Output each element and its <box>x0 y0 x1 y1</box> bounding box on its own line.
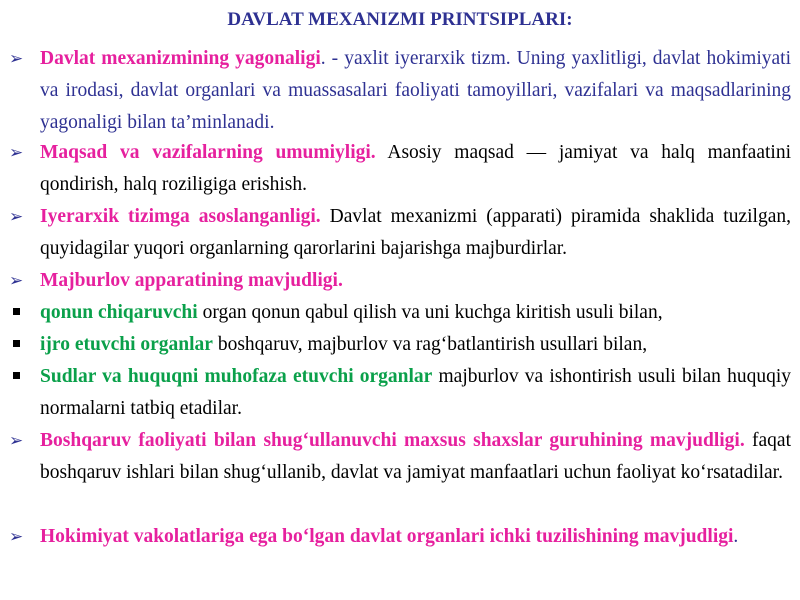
sub-item-text: majburlov va ishontirish usuli bilan huquqiy normalarni tatbiq etadilar. <box>40 366 792 419</box>
page-title: DAVLAT MEXANIZMI PRINTSIPLARI: <box>227 9 573 30</box>
principle-item-3 <box>9 201 791 265</box>
principle-item-4 <box>9 265 791 297</box>
principle-item-1 <box>9 43 791 139</box>
arrow-bullet-icon: ➢ <box>9 431 24 450</box>
sub-item-3 <box>40 361 791 425</box>
principle-item-6 <box>9 521 791 553</box>
principle-heading: Iyerarxik tizimga asoslanganligi. <box>40 206 321 227</box>
square-bullet-icon <box>13 340 20 347</box>
principle-item-2 <box>9 137 791 201</box>
principle-heading: Maqsad va vazifalarning umumiyligi. <box>40 142 376 163</box>
arrow-bullet-icon: ➢ <box>9 271 24 290</box>
principle-heading: Davlat mexanizmining yagonaligi <box>40 48 321 69</box>
arrow-bullet-icon: ➢ <box>9 143 24 162</box>
principle-item-5 <box>9 425 791 489</box>
principle-heading: Hokimiyat vakolatlariga ega bo‘lgan davlat organlari ichki tuzilishining mavjudligi <box>40 526 734 547</box>
principle-heading: Majburlov apparatining mavjudligi. <box>40 270 343 291</box>
principle-text: faqat boshqaruv ishlari bilan shug‘ullanib, davlat va jamiyat manfaatlari uchun faoliyat ko‘rsatadilar. <box>40 430 791 483</box>
principle-text: Davlat mexanizmi (apparati) piramida shaklida tuzilgan, quyidagilar yuqori organlarning qarorlarini bajarishga majburdirlar. <box>40 206 791 259</box>
sub-item-heading: qonun chiqaruvchi <box>40 302 198 323</box>
sub-item-heading: ijro etuvchi organlar <box>40 334 213 355</box>
principle-text: . - yaxlit iyerarxik tizm. Uning yaxlitligi, davlat hokimiyati va irodasi, davlat organlari va muassasalari faoliyati tamoyillari, vazifalari va maqsadlarining yagonaligi bilan ta’minlanadi. <box>40 48 791 133</box>
sub-item-1 <box>40 297 791 329</box>
sub-item-2 <box>40 329 791 361</box>
arrow-bullet-icon: ➢ <box>9 207 24 226</box>
square-bullet-icon <box>13 308 20 315</box>
sub-item-text: boshqaruv, majburlov va rag‘batlantirish usullari bilan, <box>212 334 648 355</box>
principle-heading: Boshqaruv faoliyati bilan shug‘ullanuvchi maxsus shaxslar guruhining mavjudligi. <box>40 430 745 451</box>
principle-text: Asosiy maqsad — jamiyat va halq manfaatini qondirish, halq roziligiga erishish. <box>40 142 791 195</box>
principle-text: . <box>733 526 739 547</box>
square-bullet-icon <box>13 372 20 379</box>
arrow-bullet-icon: ➢ <box>9 49 24 68</box>
arrow-bullet-icon: ➢ <box>9 527 24 546</box>
sub-item-text: organ qonun qabul qilish va uni kuchga kiritish usuli bilan, <box>197 302 663 323</box>
sub-item-heading: Sudlar va huquqni muhofaza etuvchi organlar <box>40 366 433 387</box>
